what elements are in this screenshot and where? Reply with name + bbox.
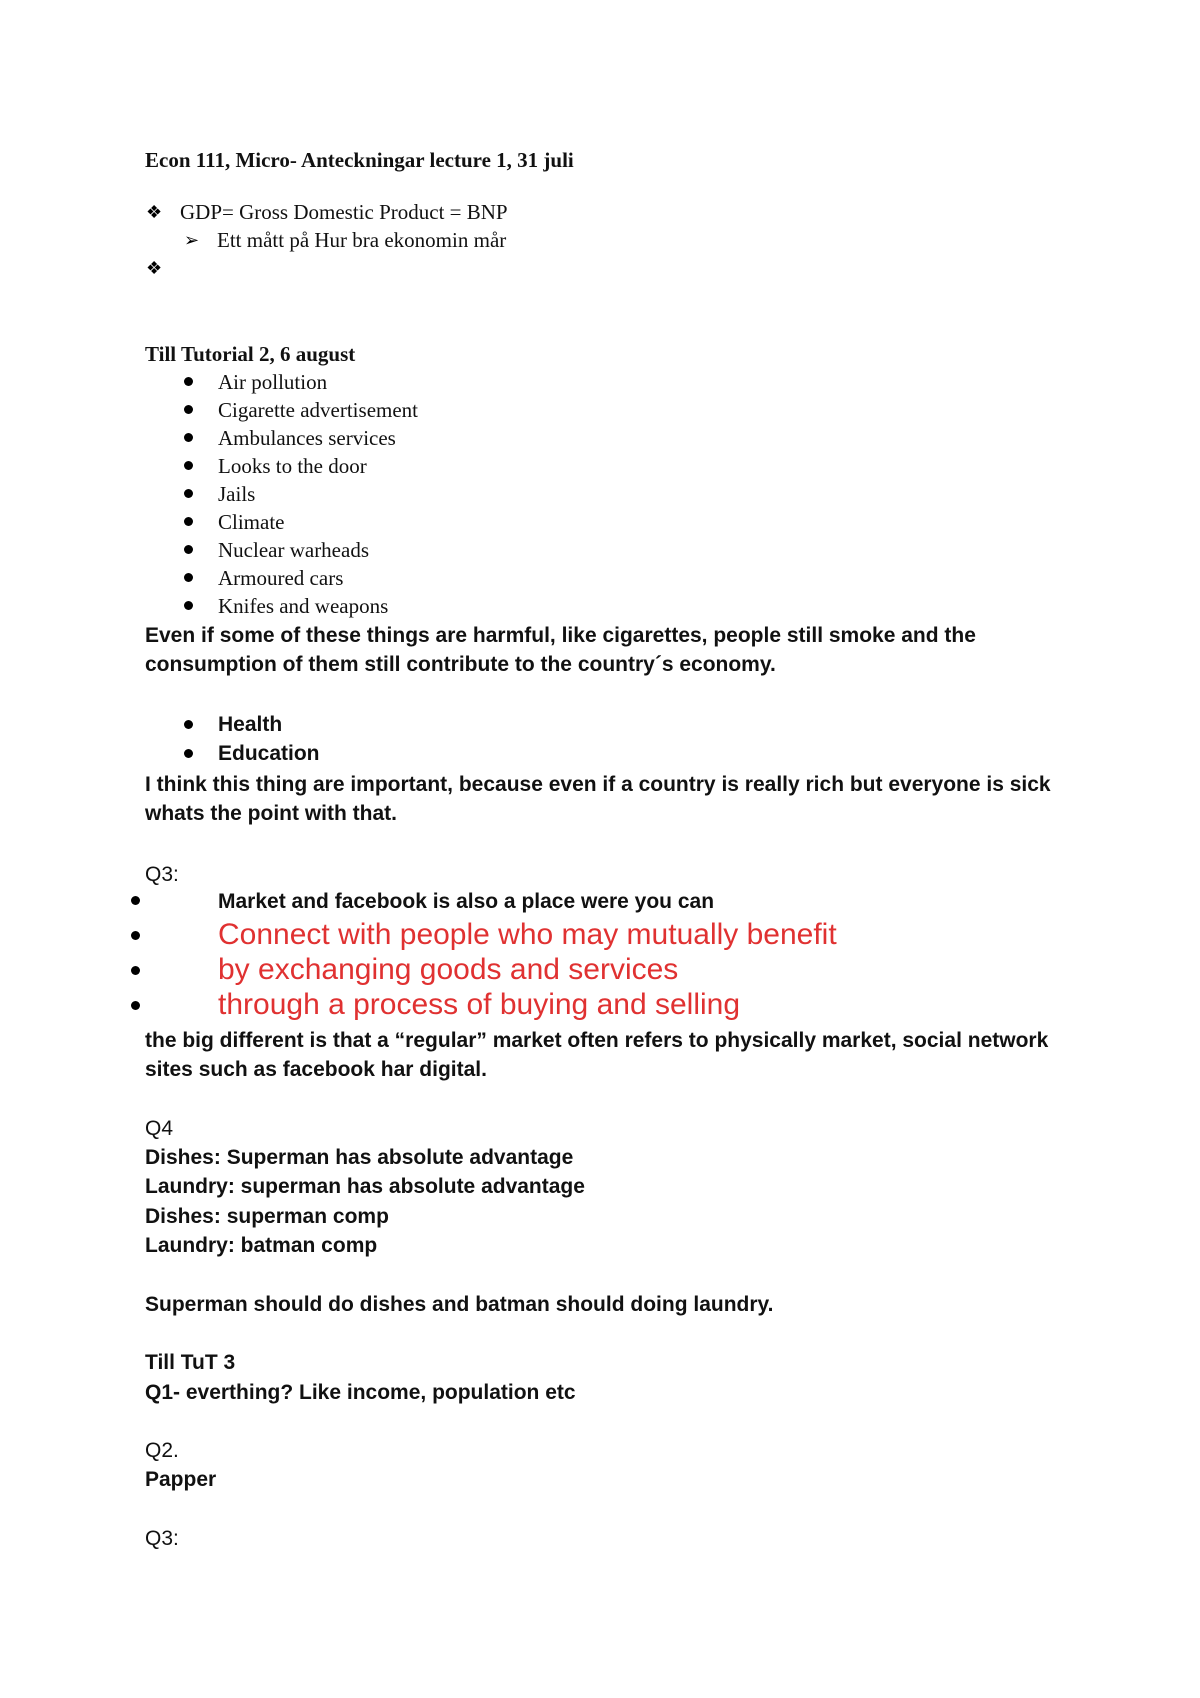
- paragraph-line: I think this thing are important, because even if a country is really rich but everyone is sick: [145, 773, 1051, 796]
- arrow-bullet-icon: ➢: [184, 230, 200, 250]
- bullet-icon: [184, 545, 193, 554]
- bullet-icon: [184, 489, 193, 498]
- list-item: Knifes and weapons: [218, 594, 389, 618]
- list-item: Air pollution: [218, 370, 328, 394]
- diamond-bullet-icon: ❖: [146, 202, 163, 222]
- gdp-sub: Ett mått på Hur bra ekonomin mår: [217, 228, 507, 252]
- bullet-icon: [184, 573, 193, 582]
- q4-line: Dishes: Superman has absolute advantage: [145, 1146, 574, 1169]
- list-item: Market and facebook is also a place were you can: [218, 890, 715, 913]
- bullet-icon: [184, 517, 193, 526]
- paragraph-line: the big different is that a “regular” market often refers to physically market, social network: [145, 1029, 1049, 1052]
- q3-label: Q3:: [145, 863, 179, 886]
- q4-label: Q4: [145, 1117, 174, 1140]
- q4-line: Dishes: superman comp: [145, 1205, 389, 1228]
- bullet-icon: [184, 601, 193, 610]
- list-item: Cigarette advertisement: [218, 398, 419, 422]
- bullet-icon: [184, 405, 193, 414]
- bullet-icon: [131, 896, 140, 905]
- list-item: Jails: [218, 482, 256, 506]
- tut3-q2-label: Q2.: [145, 1439, 179, 1462]
- q4-line: Laundry: batman comp: [145, 1234, 378, 1257]
- list-item: Education: [218, 742, 320, 765]
- bullet-icon: [184, 433, 193, 442]
- paragraph-line: Even if some of these things are harmful, like cigarettes, people still smoke and the: [145, 624, 976, 647]
- highlight-item: Connect with people who may mutually benefit: [218, 918, 837, 951]
- bullet-icon: [184, 461, 193, 470]
- diamond-bullet-icon: ❖: [146, 258, 163, 278]
- lecture-title: Econ 111, Micro- Anteckningar lecture 1, 31 juli: [145, 148, 574, 172]
- list-item: Nuclear warheads: [218, 538, 369, 562]
- highlight-item: through a process of buying and selling: [218, 988, 741, 1021]
- list-item: Climate: [218, 510, 285, 534]
- q4-line: Laundry: superman has absolute advantage: [145, 1175, 585, 1198]
- highlight-item: by exchanging goods and services: [218, 953, 679, 986]
- list-item: Ambulances services: [218, 426, 396, 450]
- bullet-icon: [131, 966, 140, 975]
- list-item: Armoured cars: [218, 566, 344, 590]
- bullet-icon: [131, 931, 140, 940]
- bullet-icon: [131, 1001, 140, 1010]
- list-item: Health: [218, 713, 283, 736]
- tut3-q1: Q1- everthing? Like income, population etc: [145, 1381, 576, 1404]
- tutorial2-heading: Till Tutorial 2, 6 august: [145, 342, 356, 366]
- paragraph-line: consumption of them still contribute to the country´s economy.: [145, 653, 776, 676]
- tut3-q3-label: Q3:: [145, 1527, 179, 1550]
- q4-conclusion: Superman should do dishes and batman should doing laundry.: [145, 1293, 774, 1316]
- bullet-icon: [184, 749, 193, 758]
- tut3-q2-answer: Papper: [145, 1468, 217, 1491]
- tut3-heading: Till TuT 3: [145, 1351, 236, 1374]
- paragraph-line: sites such as facebook har digital.: [145, 1058, 487, 1081]
- paragraph-line: whats the point with that.: [145, 802, 397, 825]
- bullet-icon: [184, 377, 193, 386]
- gdp-line: GDP= Gross Domestic Product = BNP: [180, 200, 508, 224]
- list-item: Looks to the door: [218, 454, 367, 478]
- bullet-icon: [184, 720, 193, 729]
